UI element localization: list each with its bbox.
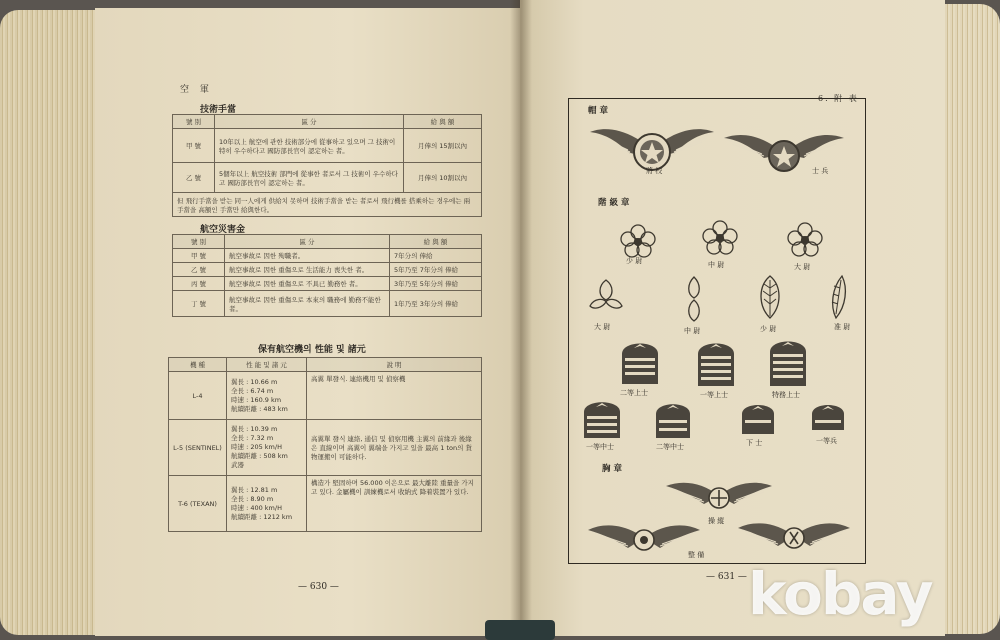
spec-line: 時速 : 400 km/H xyxy=(231,503,282,512)
rank-label: 少 尉 xyxy=(626,257,643,265)
cap-badge-title: 帽 章 xyxy=(588,106,608,116)
col-header: 給 與 額 xyxy=(404,115,482,129)
rank-label: 大 尉 xyxy=(594,323,611,331)
spec-line: 武器 xyxy=(231,461,244,469)
rank-label: 准 尉 xyxy=(834,323,851,331)
stripe-patch-icon xyxy=(810,400,846,432)
table-cell: 丙 號 xyxy=(173,277,225,291)
rank-label: 中 尉 xyxy=(684,327,701,335)
stripe-patch-icon xyxy=(620,336,660,386)
stripe-patch-icon xyxy=(582,396,622,440)
col-header: 說 明 xyxy=(307,358,482,372)
spec-line: 翼長 : 12.81 m xyxy=(231,485,278,494)
aircraft-specs xyxy=(227,476,307,532)
aircraft-model: L-5 (SENTINEL) xyxy=(169,420,227,476)
table-cell: 航空事故로 因한 重傷으로 生活能力 喪失한 者。 xyxy=(225,263,390,277)
table-cell: 10年以上 航空에 관한 技術部分에 從事하고 있으며 그 技術이 特히 우수하다고 國防部長官이 認定하는 者。 xyxy=(215,129,404,163)
table-cell: 5個年以上 航空技術 部門에 從事한 者로서 그 技術이 우수하다고 國防部長官이 認定하는 者。 xyxy=(215,163,404,193)
aircraft-specs xyxy=(227,420,307,476)
col-header: 號 別 xyxy=(173,115,215,129)
pilot-wings-icon xyxy=(664,478,774,516)
right-page-header: 6. 附 表 xyxy=(818,94,859,103)
leaf-rank-icon xyxy=(828,274,848,320)
rank-label: 一等兵 xyxy=(816,437,837,445)
rank-label: 特務上士 xyxy=(772,391,800,399)
leaf-rank-icon xyxy=(586,276,626,320)
left-page-number: — 630 — xyxy=(298,582,339,592)
blossom-rank-icon xyxy=(618,222,658,258)
aircraft-model: L-4 xyxy=(169,372,227,420)
leaf-rank-icon xyxy=(756,274,784,320)
table-cell: 月俸의 15割以內 xyxy=(404,129,482,163)
chest-badge-label: 操 縱 xyxy=(708,517,725,525)
aircraft-specs xyxy=(227,372,307,420)
spec-line: 航續距離 : 1212 km xyxy=(231,512,293,521)
rank-label: 大 尉 xyxy=(794,263,811,271)
technical-allowance-table xyxy=(172,114,482,217)
spec-line: 航續距離 : 508 km xyxy=(231,452,288,460)
spec-line: 時速 : 205 km/H xyxy=(231,443,282,451)
table-cell: 航空事故로 因한 重傷으로 不具已 勤務한 者。 xyxy=(225,277,390,291)
stripe-patch-icon xyxy=(654,398,692,440)
spec-line: 全長 : 7.32 m xyxy=(231,434,274,442)
spec-line: 時速 : 160.9 km xyxy=(231,395,282,404)
chest-badge-label: 整 備 xyxy=(688,551,705,559)
table-note: 但 飛行手當을 받는 同一人에게 供給치 못하며 技術手當을 받는 者로서 飛行機를 搭乘하는 경우에는 兩 手當을 高額인 手當만 給與한다。 xyxy=(173,193,482,217)
spec-line: 翼長 : 10.66 m xyxy=(231,377,278,386)
table-cell: 5年乃至 7年分의 俸給 xyxy=(390,263,482,277)
table-row xyxy=(169,420,482,476)
col-header: 區 分 xyxy=(225,235,390,249)
col-header: 給 與 額 xyxy=(390,235,482,249)
aircraft-description: 高翼單 發식 連絡, 通信 및 偵察用機 主翼의 前緣과 後緣은 直線이며 高翼이 翼端을 가지고 있을 最高 1 ton의 貨物運搬이 可能하다. xyxy=(307,420,482,476)
table-cell: 乙 號 xyxy=(173,263,225,277)
chest-badge-title: 胸 章 xyxy=(602,464,622,474)
leaf-rank-icon xyxy=(684,274,704,324)
cap-badge-label: 士 兵 xyxy=(812,167,829,175)
table-row xyxy=(169,476,482,532)
section-technical-allowance-title: 技術手當 xyxy=(200,105,237,115)
table-cell: 航空事故로 因한 重傷으로 本來의 職務에 勤務不能한 者。 xyxy=(225,291,390,317)
table-cell: 甲 號 xyxy=(173,129,215,163)
wings-badge-icon xyxy=(586,520,705,559)
aircraft-model: T-6 (TEXAN) xyxy=(169,476,227,532)
table-cell: 7年分의 俸給 xyxy=(390,249,482,263)
table-cell: 1年乃至 3年分의 俸給 xyxy=(390,291,482,317)
stripe-patch-icon xyxy=(740,400,776,436)
book-gutter xyxy=(510,0,532,640)
rank-label: 二等中士 xyxy=(656,443,684,451)
spec-line: 全長 : 8.90 m xyxy=(231,494,274,503)
left-page xyxy=(95,8,520,636)
spec-line: 全長 : 6.74 m xyxy=(231,386,274,395)
table-cell: 丁 號 xyxy=(173,291,225,317)
aircraft-description: 高翼 單發식. 連絡機用 및 偵察機 xyxy=(307,372,482,420)
rank-label: 下 士 xyxy=(746,439,763,447)
spec-line: 翼長 : 10.39 m xyxy=(231,425,278,433)
accident-compensation-table xyxy=(172,234,482,317)
stripe-patch-icon xyxy=(768,334,808,388)
section-accident-compensation-title: 航空災害金 xyxy=(200,225,246,235)
col-header: 性 能 및 諸 元 xyxy=(227,358,307,372)
col-header: 號 別 xyxy=(173,235,225,249)
spec-line: 航續距離 : 483 km xyxy=(231,404,288,413)
cap-badge-label: 將 校 xyxy=(646,167,663,175)
aircraft-description: 構造가 堅固하며 56.000 이은으로 最大離陸 重量을 가지고 있다. 金屬機이 訓練機로서 收納式 降着裝置가 있다. xyxy=(307,476,482,532)
table-cell: 甲 號 xyxy=(173,249,225,263)
maintenance-wings-icon xyxy=(736,518,852,556)
table-cell: 乙 號 xyxy=(173,163,215,193)
watermark-text: kobay xyxy=(748,560,932,628)
table-cell: 3年乃至 5年分의 俸給 xyxy=(390,277,482,291)
rank-insignia-title: 階 級 章 xyxy=(598,198,630,208)
blossom-rank-icon xyxy=(786,220,824,260)
bookmark-ribbon xyxy=(485,620,555,640)
rank-label: 一等上士 xyxy=(700,391,728,399)
rank-label: 一等中士 xyxy=(586,443,614,451)
book-edge-left xyxy=(0,10,100,635)
left-page-header: 空 軍 xyxy=(180,85,213,95)
col-header: 機 種 xyxy=(169,358,227,372)
stripe-patch-icon xyxy=(696,336,736,388)
rank-label: 中 尉 xyxy=(708,261,725,269)
table-cell: 航空事故로 因한 殉職者。 xyxy=(225,249,390,263)
rank-label: 少 尉 xyxy=(760,325,777,333)
aircraft-specs-table xyxy=(168,357,482,532)
book-edge-right xyxy=(940,4,1000,634)
rank-label: 二等上士 xyxy=(620,389,648,397)
right-page-number: — 631 — xyxy=(706,572,747,582)
section-aircraft-specs-title: 保有航空機의 性能 및 諸元 xyxy=(258,345,366,355)
table-cell: 月俸의 10割以內 xyxy=(404,163,482,193)
blossom-rank-icon xyxy=(701,218,739,258)
table-row xyxy=(169,372,482,420)
col-header: 區 分 xyxy=(215,115,404,129)
